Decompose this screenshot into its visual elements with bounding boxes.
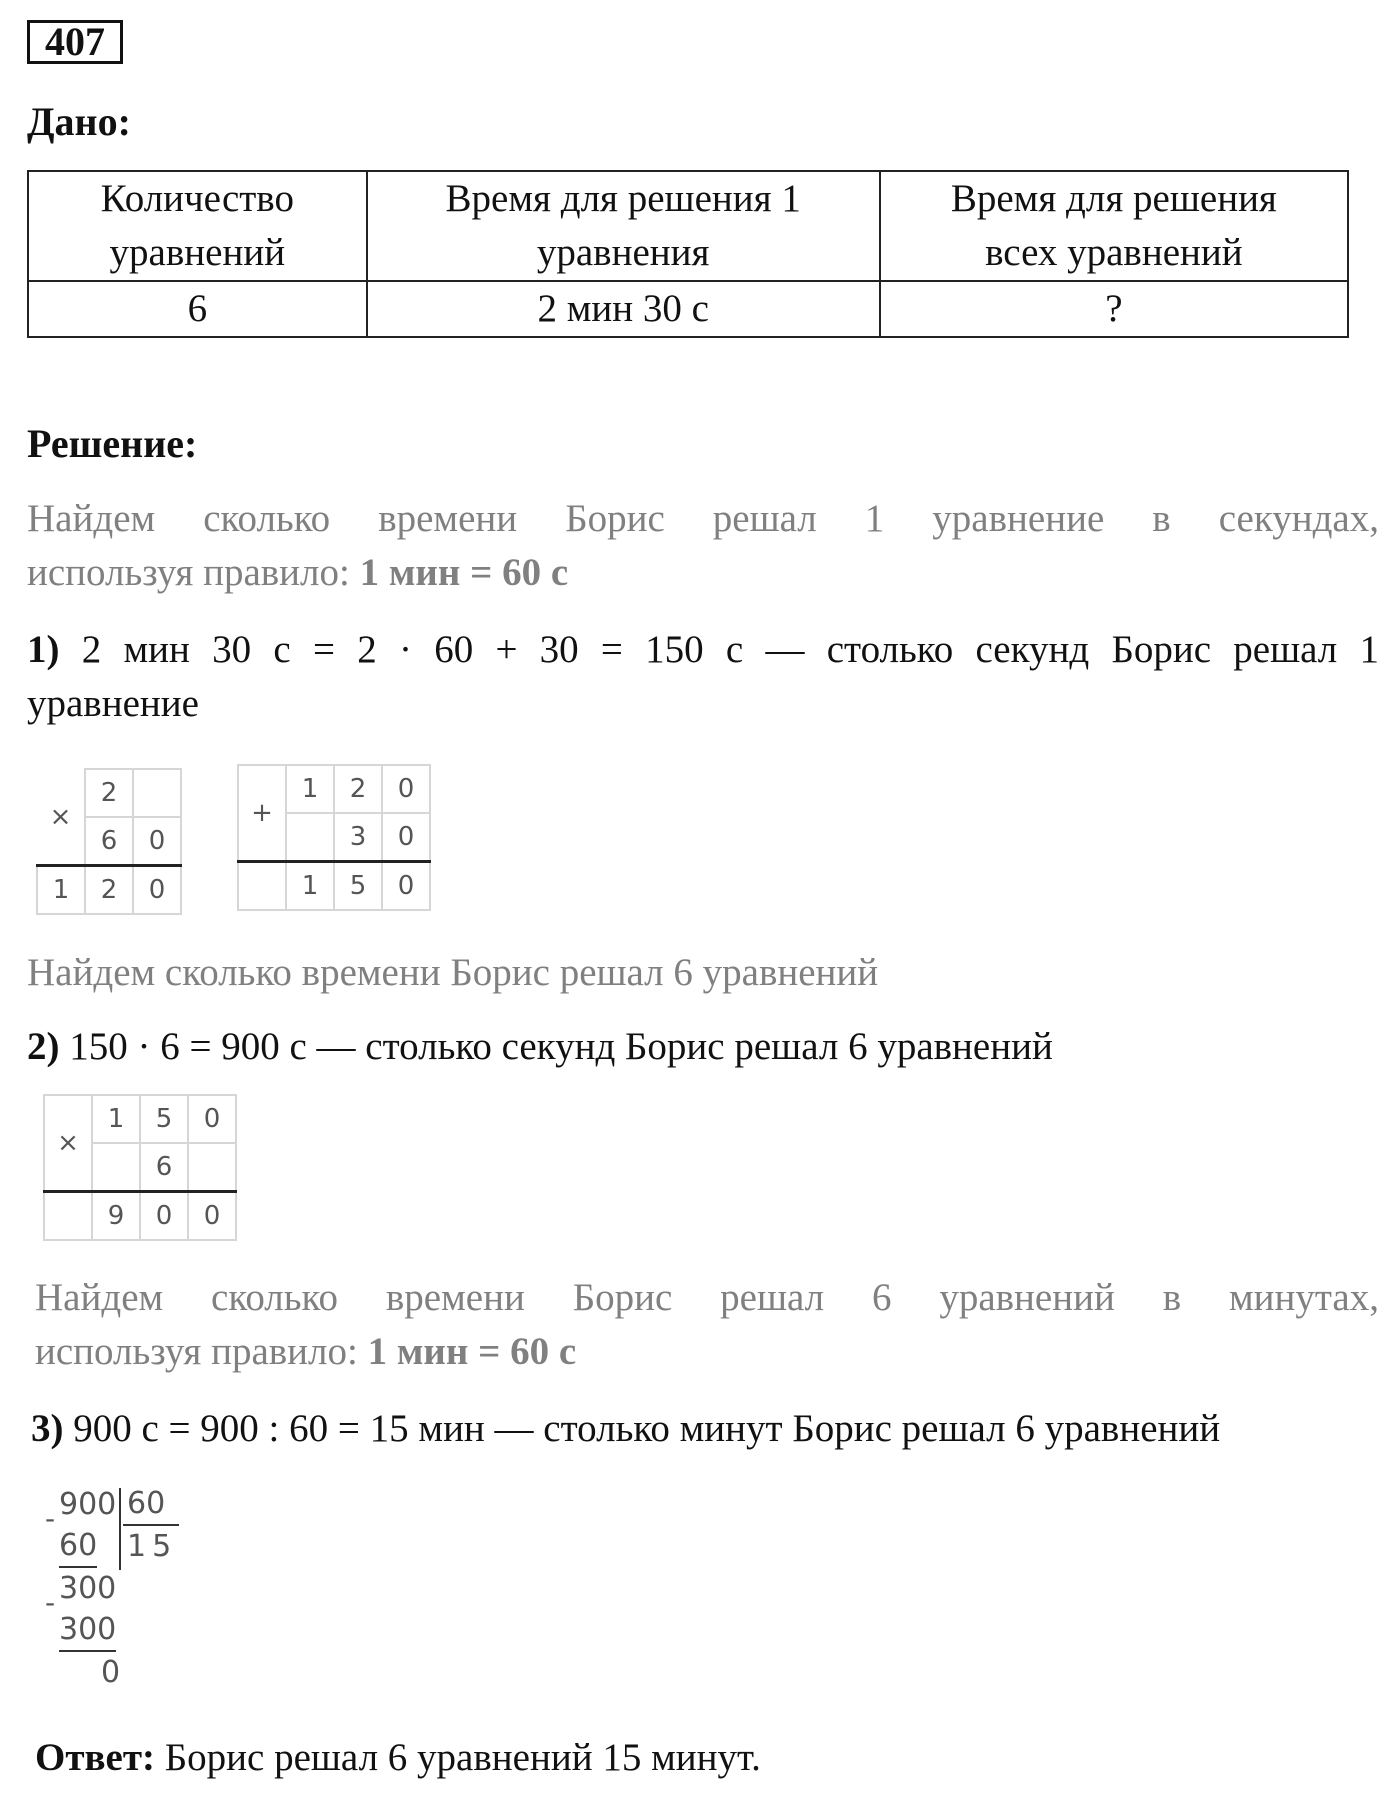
step3: 3) 900 с = 900 : 60 = 15 мин — столько минут Борис решал 6 уравнений [31,1407,1221,1450]
given-table [27,170,1349,338]
problem-number: 407 [27,20,123,64]
value-time-all: ? [880,281,1348,337]
remainder-1: 300 [59,1571,117,1606]
plus-sign: + [238,765,286,862]
answer [35,1735,761,1780]
step2: 2) 150 · 6 = 900 с — столько секунд Борис решал 6 уравнений [27,1025,1053,1068]
result-row: 1 2 0 [37,866,181,915]
calc-multiply-1: × 2 6 0 1 2 0 [36,768,182,915]
intro3-line1: Найдем сколько времени Борис решал 6 уравнений в минутах, [35,1276,1379,1319]
calc-multiply-2: × 1 5 0 6 9 0 0 [43,1094,237,1241]
value-equations-count: 6 [28,281,367,337]
given-table-header-row [28,171,1348,281]
result-row: 1 5 0 [238,862,430,911]
answer-label: Ответ: [35,1736,156,1779]
dividend: 900 [59,1487,117,1522]
given-table-value-row [28,281,1348,337]
multiply-sign: × [44,1095,92,1192]
remainder-2: 0 [101,1655,121,1690]
value-time-one: 2 мин 30 с [367,281,880,337]
header-time-one: Время для решения 1 уравнения [367,171,880,281]
header-equations-count: Количество уравнений [28,171,367,281]
long-division [45,1484,185,1694]
step1-line1: 1) 2 мин 30 с = 2 · 60 + 30 = 150 с — столько секунд Борис решал 1 [27,628,1379,671]
divisor: 60 [123,1484,179,1526]
quotient: 15 [127,1529,178,1564]
minus-sign: - [45,1586,56,1619]
minus-sign: - [45,1502,56,1535]
step1-line2: уравнение [27,682,199,725]
intro3-line2: используя правило: 1 мин = 60 с [35,1330,577,1373]
multiply-sign: × [49,801,72,832]
answer-text: Борис решал 6 уравнений 15 минут. [164,1736,761,1779]
subtrahend-1: 60 [59,1526,97,1568]
header-time-all: Время для решения всех уравнений [880,171,1348,281]
subtrahend-2: 300 [59,1610,116,1652]
calc-add-1: + 1 2 0 3 0 1 5 0 [237,764,431,911]
rule: 1 мин = 60 с [367,1330,577,1373]
intro1-line1: Найдем сколько времени Борис решал 1 уравнение в секундах, [27,497,1379,540]
intro1-line2: используя правило: 1 мин = 60 с [27,551,569,594]
given-heading: Дано: [27,99,131,144]
result-row: 9 0 0 [44,1192,236,1241]
intro2: Найдем сколько времени Борис решал 6 уравнений [27,951,879,994]
rule: 1 мин = 60 с [359,551,569,594]
solution-heading: Решение: [27,421,198,466]
